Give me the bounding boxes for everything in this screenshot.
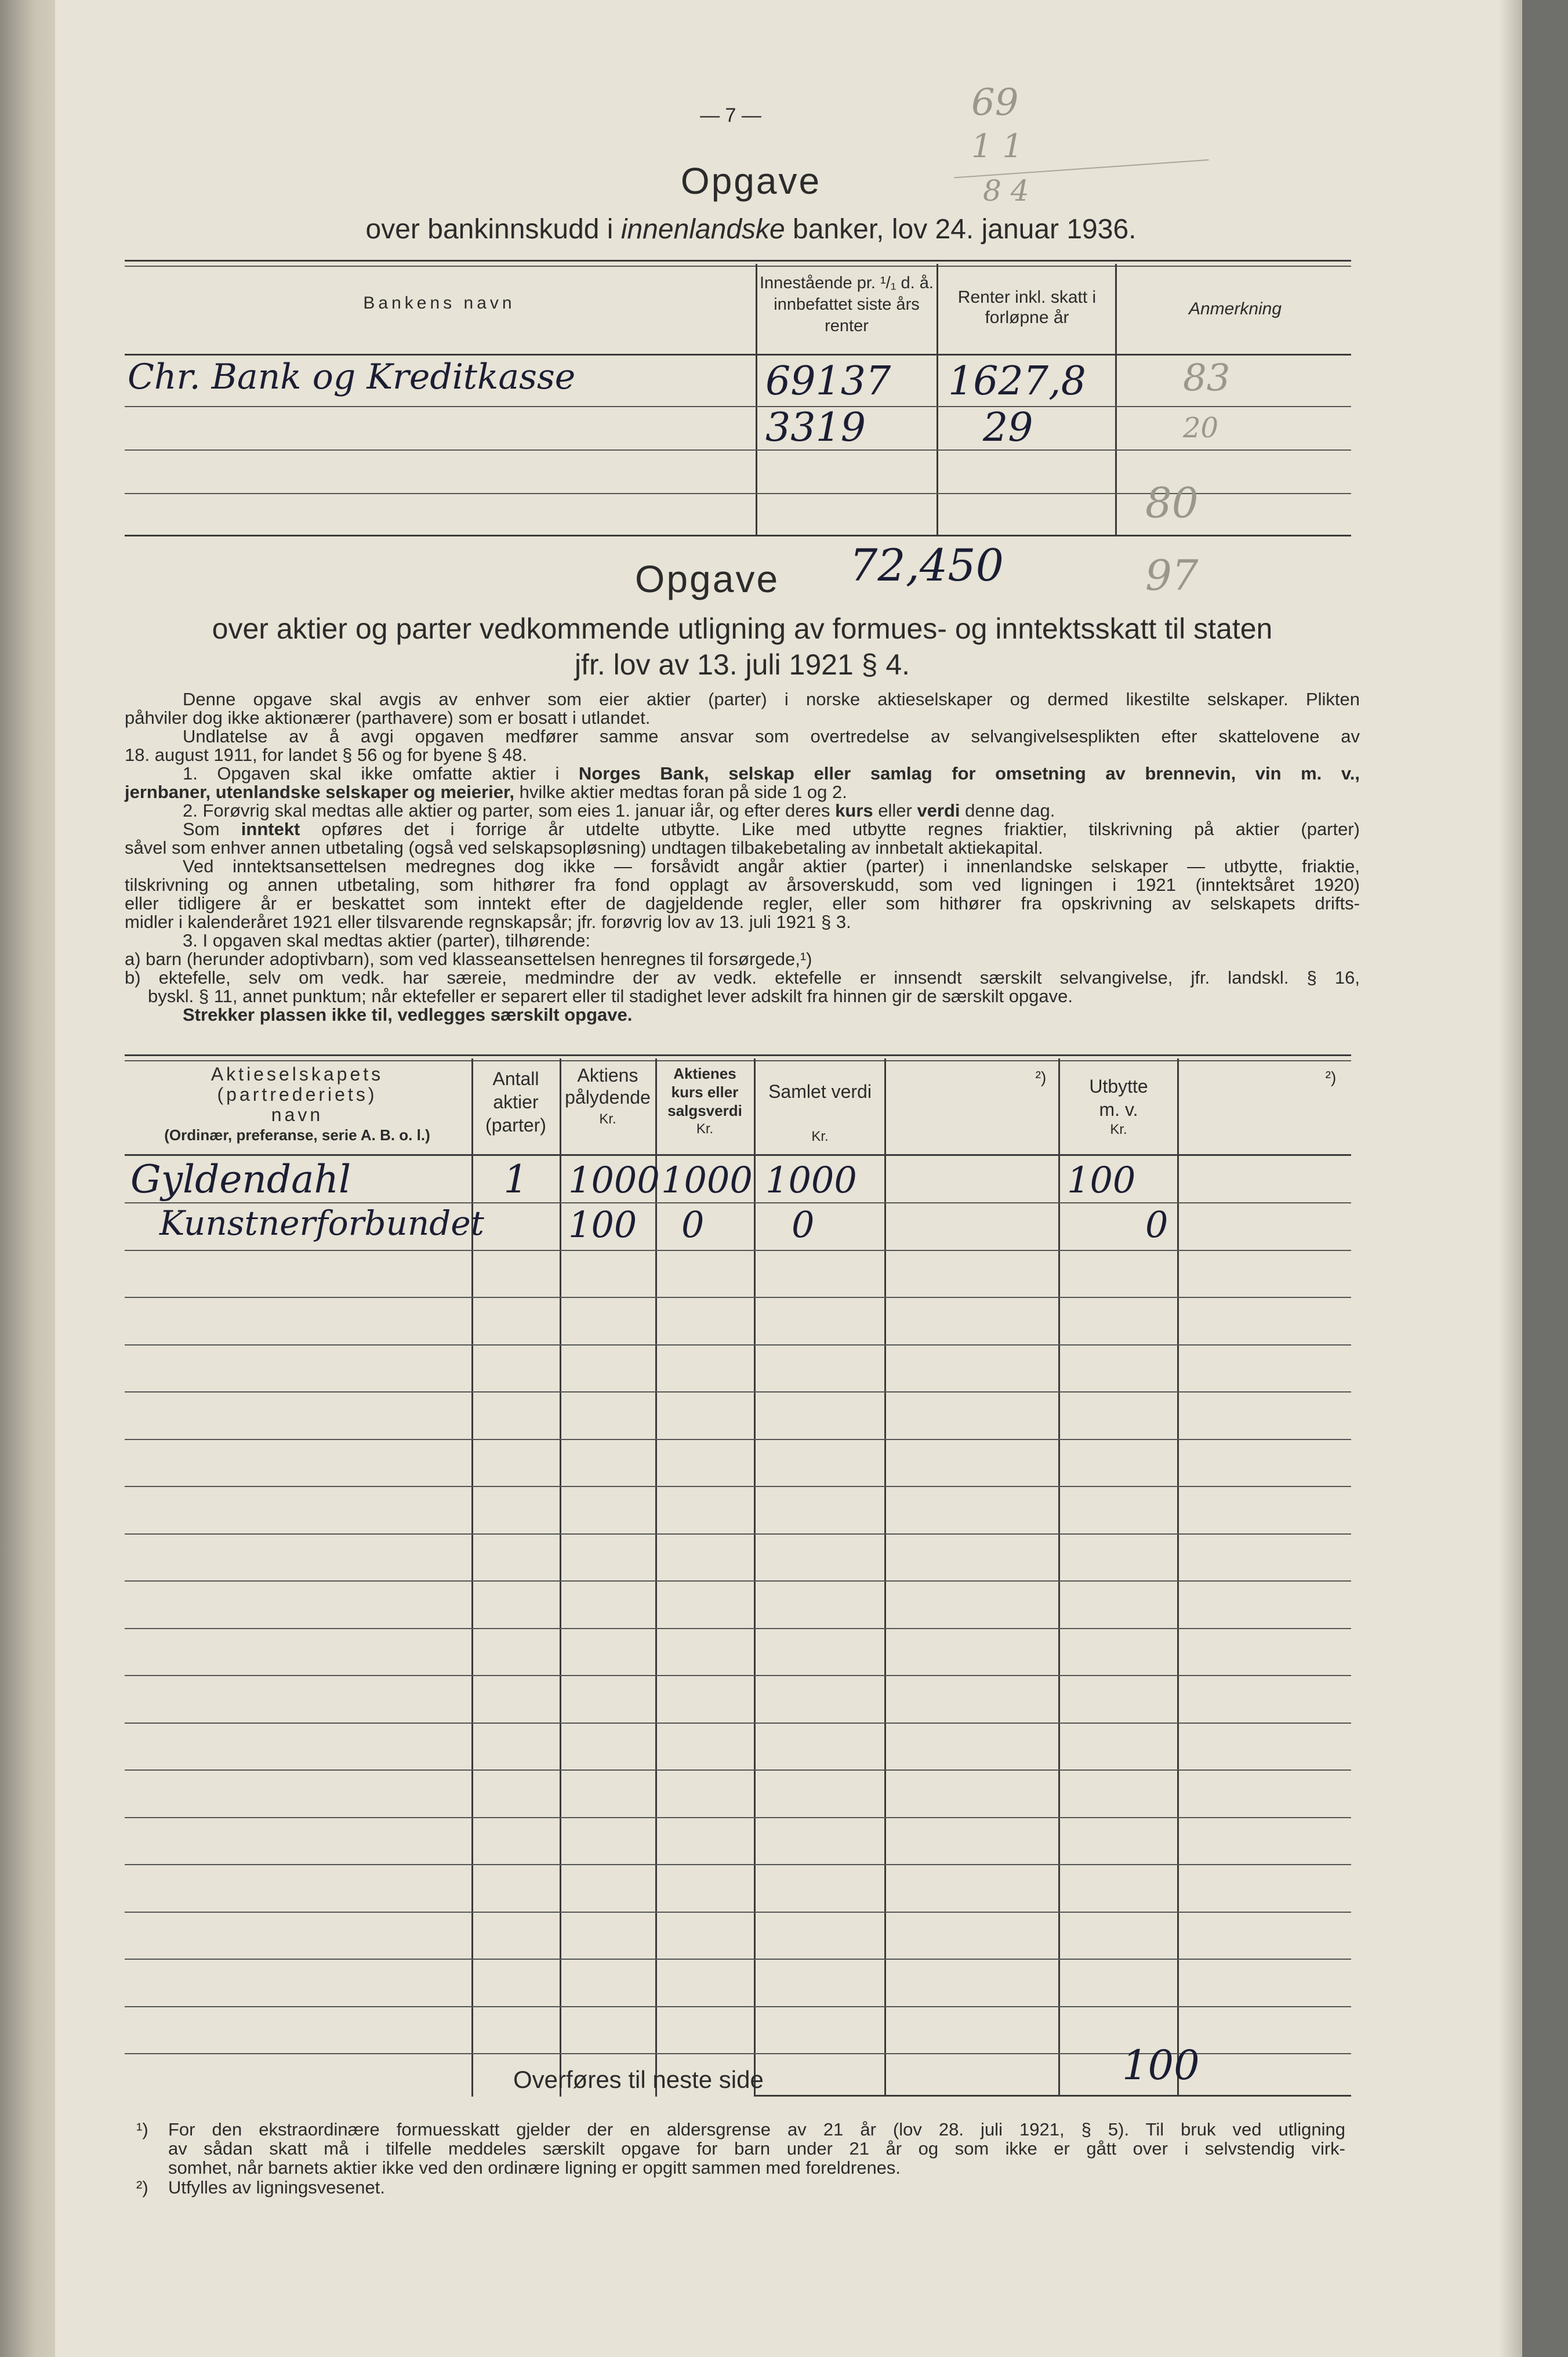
bank-row-1-note: 83 — [1183, 357, 1231, 400]
table-rule-line — [125, 1769, 1351, 1771]
table-rule-line — [125, 1297, 1351, 1298]
table-rule-line — [125, 1486, 1351, 1487]
pencil-mark-top-1: 69 — [971, 81, 1019, 124]
share-row-2-kurs: 0 — [681, 1203, 705, 1246]
footnote-1-mark: ¹) — [136, 2119, 148, 2140]
header-ordinaer: (Ordinær, preferanse, serie A. B. o. l.) — [164, 1126, 430, 1144]
header-col8-note: ²) — [1325, 1068, 1337, 1086]
footnote-2-mark: ²) — [136, 2177, 148, 2198]
table-rule-line — [125, 1533, 1351, 1535]
section2-subtitle-1: over aktier og parter vedkommende utligning av formues- og inntektsskatt til staten — [212, 612, 1273, 645]
table-rule-line — [125, 1439, 1351, 1440]
pencil-mark-top-2: 1 1 — [971, 128, 1023, 165]
section1-subtitle: over bankinnskudd i innenlandske banker, lov 24. januar 1936. — [365, 214, 1137, 245]
header-antall: Antall aktier (parter) — [485, 1068, 546, 1136]
header-navn: navn — [271, 1104, 324, 1125]
table-rule-line — [125, 1675, 1351, 1676]
table-rule-line — [125, 1912, 1351, 1913]
header-bankens-navn: Bankens navn — [363, 293, 516, 313]
bank-row-1-name: Chr. Bank og Kreditkasse — [128, 357, 576, 397]
header-kurs: Aktienes kurs eller salgsverdi Kr. — [667, 1065, 742, 1137]
carry-over-value: 100 — [1122, 2041, 1200, 2089]
header-utbytte: Utbytte m. v. Kr. — [1089, 1076, 1148, 1137]
pencil-mark-top-3: 8 4 — [983, 174, 1029, 208]
header-aktieselskapets: Aktieselskapets — [210, 1064, 384, 1085]
bank-row-2-interest: 29 — [983, 405, 1033, 451]
share-row-2-palydende: 100 — [568, 1203, 637, 1246]
carry-over-label: Overføres til neste side — [513, 2066, 764, 2093]
handwritten-total: 72,450 — [850, 539, 1004, 591]
header-partrederiets: (partrederiets) — [217, 1084, 378, 1105]
section2-title: Opgave — [635, 557, 780, 600]
table-rule-line — [125, 1817, 1351, 1818]
table-rule-line — [125, 2006, 1351, 2007]
table-rule-line — [125, 1959, 1351, 1960]
footnote-1-line-3: somhet, når barnets aktier ikke ved den ordinære ligning er opgitt sammen med foreldrenes. — [168, 2157, 901, 2178]
share-row-2-name: Kunstnerforbundet — [159, 1203, 484, 1243]
header-innestaende: Innestående pr. ¹/₁ d. å. innbefattet siste års renter — [760, 274, 934, 335]
pencil-side-note: 97 — [1145, 551, 1199, 600]
bank-row-1-amount: 69137 — [765, 358, 891, 404]
table-rule-line — [125, 1864, 1351, 1865]
section1-title: Opgave — [680, 160, 822, 202]
pencil-total-note: 80 — [1145, 478, 1199, 527]
header-renter: Renter inkl. skatt i forløpne år — [957, 288, 1097, 327]
share-row-2-samlet: 0 — [792, 1203, 815, 1246]
page-number: — 7 — — [700, 104, 761, 126]
footnote-1-line-1: For den ekstraordinære formuesskatt gjelder der en aldersgrense av 21 år (lov 28. juli 1921, § 5). Til bruk ved utligning — [168, 2119, 1345, 2140]
share-row-1-utbytte: 100 — [1067, 1159, 1136, 1201]
share-row-1-samlet: 1000 — [765, 1159, 857, 1201]
share-row-1-kurs: 1000 — [661, 1159, 753, 1201]
share-row-2-utbytte: 0 — [1145, 1203, 1168, 1246]
strekker-note: Strekker plassen ikke til, vedlegges særskilt opgave. — [183, 1005, 633, 1025]
bank-row-2-note: 20 — [1183, 412, 1219, 444]
header-palydende: Aktiens pålydende Kr. — [565, 1065, 651, 1127]
form-page — [55, 0, 1522, 2357]
footnote-1-line-2: av sådan skatt må i tilfelle meddeles særskilt opgave for barn under 21 år og som ikke er gått over i selvstendig virk- — [168, 2138, 1345, 2159]
table-rule-line — [125, 1723, 1351, 1724]
section2-subtitle-2: jfr. lov av 13. juli 1921 § 4. — [574, 648, 910, 681]
header-col6-note: ²) — [1035, 1068, 1047, 1086]
share-row-1-antall: 1 — [503, 1157, 528, 1202]
table-rule-line — [125, 1344, 1351, 1346]
share-row-1-palydende: 1000 — [568, 1159, 660, 1201]
table-rule-line — [125, 1391, 1351, 1393]
table-rule-line — [125, 1628, 1351, 1629]
bank-row-1-interest: 1627,8 — [948, 358, 1086, 404]
header-samlet-verdi: Samlet verdi — [768, 1081, 872, 1102]
table-rule-line — [125, 1250, 1351, 1251]
footnote-2-text: Utfylles av ligningsvesenet. — [168, 2177, 385, 2198]
share-row-1-name: Gyldendahl — [130, 1157, 351, 1202]
header-anmerkning: Anmerkning — [1188, 299, 1282, 318]
instructions: Denne opgave skal avgis av enhver som eier aktier (parter) i norske aktieselskaper og dermed likestilte selskaper. Plikten påhviler dog ikke aktionærer (parthavere) som er bosatt i utlandet. Undlatelse av å avgi opgaven medfører samme ansvar som overtredelse av selvangivelsesplikten efter skattelovene av 18. august 1911, for landet § 56 og for byene § 48. 1. Opgaven skal ikke omfatte aktier i Norges Bank, selskap eller samlag for omsetning av brennevin, vin m. v., jernbaner, utenlandske selskaper og meierier, hvilke aktier medtas foran på side 1 og 2. 2. Forøvrig skal medtas alle aktier og parter, som eies 1. januar iår, og efter deres kurs eller verdi denne dag. Som inntekt opføres det i forrige år utdelte utbytte. Like med utbytte regnes friaktier, tilskrivning på aktier (parter) såvel som enhver annen utbetaling (også ved selskapsopløsning) undtagen tilbakebetaling av innbetalt aktiekapital. Ved inntektsansettelsen medregnes dog ikke — forsåvidt angår aktier (parter) i innenlandske selskaper — utbytte, friaktie, tilskrivning og annen utbetaling, som hithører fra fond opplagt av årsoverskudd, som ved ligningen i 1921 (inntektsåret 1920) eller tidligere år er beskattet som inntekt efter de dagjeldende regler, eller som hithører fra opskrivning av selskapets drifts- midler i kalenderåret 1921 eller tilsvarende regnskapsår; jfr. forøvrig lov av 13. juli 1921 § 3. 3. I opgaven skal medtas aktier (parter), tilhørende: a) barn (herunder adoptivbarn), som ved klasseansettelsen henregnes til forsørgede,¹) b) ektefelle, selv om vedk. har særeie, medmindre der av vedk. ektefelle er innsendt særskilt selvangivelse, jfr. landskl. § 16, byskl. § 11, annet punktum; når ektefeller er separert eller til stadighet lever adskilt fra hinnen gir de særskilt opgave. Strekker plassen ikke til, vedlegges særskilt opgave. — [125, 689, 1360, 1025]
header-samlet-kr: Kr. — [811, 1129, 829, 1144]
table-rule-line — [125, 1580, 1351, 1582]
bank-row-2-amount: 3319 — [765, 405, 866, 451]
